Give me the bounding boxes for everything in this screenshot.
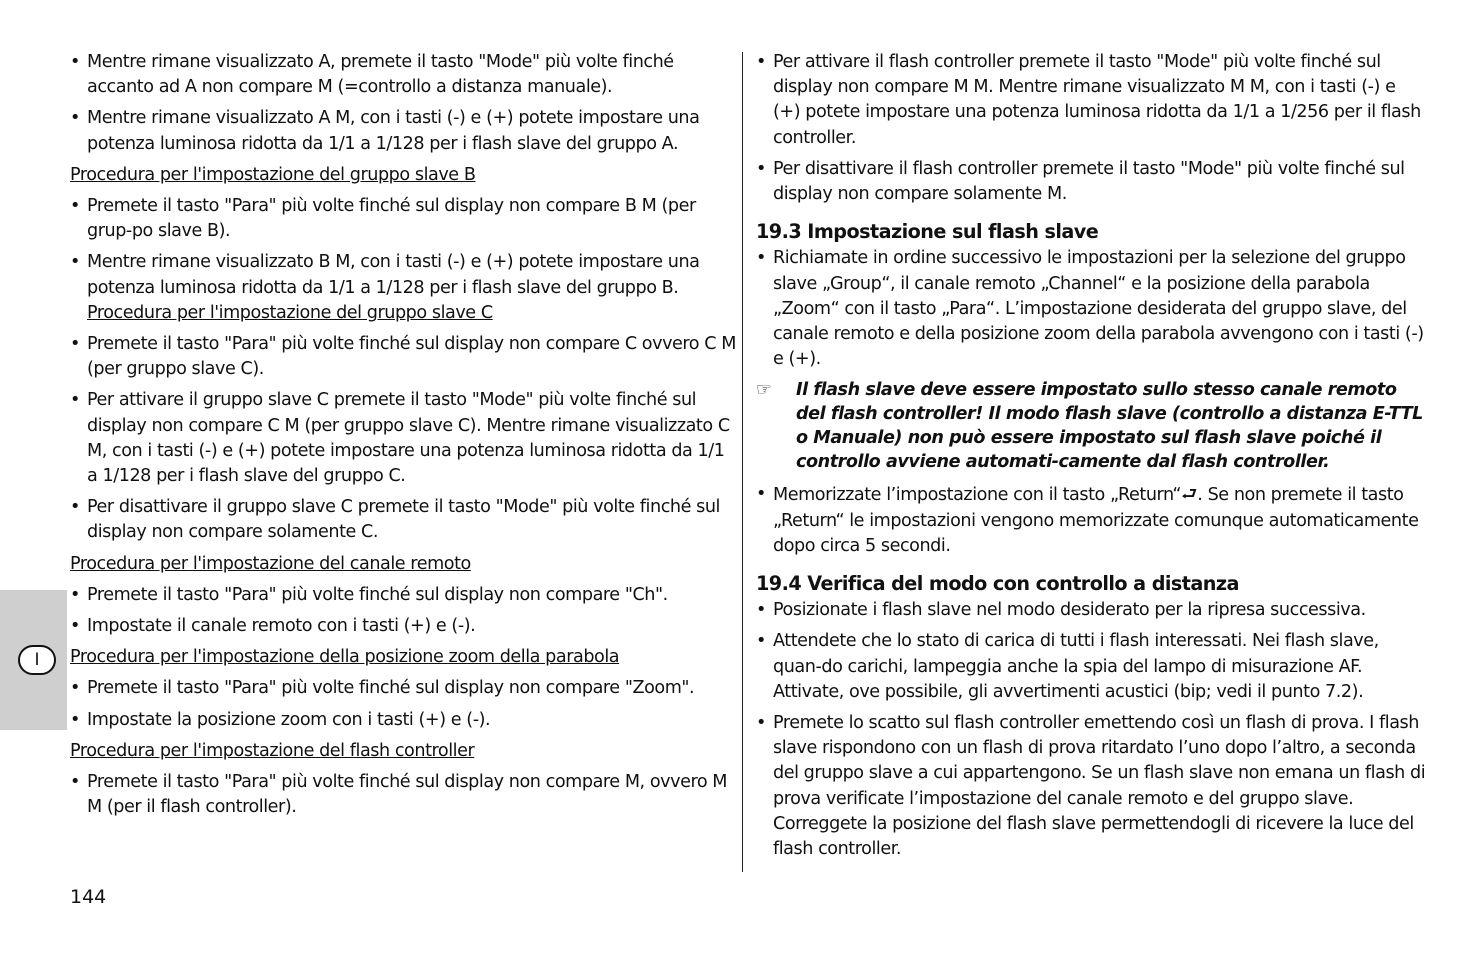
list-item: • Premete il tasto "Para" più volte finché sul display non compare B M (per grup-po slave B). [70, 196, 696, 242]
list-item: • Posizionate i flash slave nel modo desiderato per la ripresa successiva. [756, 598, 1426, 623]
bullet: • [70, 772, 80, 793]
list-item: • Premete il tasto "Para" più volte finché sul display non compare C ovvero C M (per gruppo slave C). [70, 334, 736, 380]
language-tab-letter: I [18, 645, 56, 675]
list-item: • Per attivare il flash controller premete il tasto "Mode" più volte finché sul display non compare M M. Mentre rimane visualizzato M M, con i tasti (-) e (+) potete impostare una potenza luminosa ridotta da 1/1 a 1/256 per il flash controller. [756, 52, 1421, 148]
bullet: • [70, 497, 80, 518]
bullet: • [70, 334, 80, 355]
note: ☞ Il flash slave deve essere impostato sullo stesso canale remoto del flash controller! Il modo flash slave (controllo a distanza E-TTL o Manuale) non può essere impostato sul flash slave poiché il controllo avviene automati-camente dal flash controller. [756, 380, 1423, 473]
list-item: • Impostate il canale remoto con i tasti (+) e (-). [70, 614, 738, 639]
list-item: • Richiamate in ordine successivo le impostazioni per la selezione del gruppo slave „Group“, il canale remoto „Channel“ e la posizione della parabola „Zoom“ con il tasto „Para“. L’impostazione desiderata del gruppo slave, del canale remoto e della posizione zoom della parabola avvengono con i tasti (-) e (+). [756, 248, 1424, 370]
page-number: 144 [70, 886, 107, 908]
list-item: • Mentre rimane visualizzato B M, con i tasti (-) e (+) potete impostare una potenza luminosa ridotta da 1/1 a 1/128 per i flash slave del gruppo B. Procedura per l'impostazione del gruppo slave C [70, 250, 738, 326]
bullet: • [70, 709, 80, 730]
list-item: • Premete il tasto "Para" più volte finché sul display non compare "Zoom". [70, 676, 738, 701]
bullet: • [756, 52, 766, 72]
bullet: • [70, 108, 80, 129]
bullet: • [756, 158, 766, 179]
subheading-zoom-position: Procedura per l'impostazione della posizione zoom della parabola [70, 647, 620, 668]
bullet: • [756, 484, 766, 505]
list-item: • Per disattivare il flash controller premete il tasto "Mode" più volte finché sul display non compare solamente M. [756, 158, 1405, 205]
section-heading-19-4: 19.4 Verifica del modo con controllo a distanza [756, 572, 1239, 596]
list-item: • Memorizzate l’impostazione con il tasto „Return“⮐. Se non premete il tasto „Return“ le impostazioni vengono memorizzate comunque automaticamente dopo circa 5 secondi. [756, 484, 1419, 556]
list-item: • Per disattivare il gruppo slave C premete il tasto "Mode" più volte finché sul display non compare solamente C. [70, 497, 720, 543]
column-divider [742, 52, 743, 872]
left-column [70, 50, 738, 826]
bullet: • [756, 600, 766, 621]
list-item: • Premete il tasto "Para" più volte finché sul display non compare "Ch". [70, 583, 738, 608]
bullet: • [70, 616, 80, 637]
bullet: • [756, 631, 766, 652]
bullet: • [70, 678, 80, 699]
bullet: • [756, 248, 766, 269]
subheading-remote-channel: Procedura per l'impostazione del canale remoto [70, 553, 471, 574]
bullet: • [756, 713, 766, 734]
subheading-flash-controller: Procedura per l'impostazione del flash controller [70, 740, 475, 761]
list-item: • Premete il tasto "Para" più volte finché sul display non compare M, ovvero M M (per il flash controller). [70, 772, 728, 818]
list-item: • Mentre rimane visualizzato A, premete il tasto "Mode" più volte finché accanto ad A non compare M (=controllo a distanza manuale). [70, 52, 674, 98]
list-item: • Impostate la posizione zoom con i tasti (+) e (-). [70, 708, 738, 733]
subheading-slave-b: Procedura per l'impostazione del gruppo slave B [70, 164, 476, 185]
list-item: • Premete lo scatto sul flash controller emettendo così un flash di prova. I flash slave rispondono con un flash di prova ritardato l’uno dopo l’altro, a seconda del gruppo slave a cui appartengono. Se un flash slave non emana un flash di prova verificate l’impostazione del canale remoto e del gruppo slave. Correggete la posizione del flash slave permettendogli di ricevere la luce del flash controller. [756, 713, 1426, 860]
subheading-slave-c: Procedura per l'impostazione del gruppo slave C [87, 302, 493, 323]
list-item: • Per attivare il gruppo slave C premete il tasto "Mode" più volte finché sul display non compare C M (per gruppo slave C). Mentre rimane visualizzato C M, con i tasti (-) e (+) potete impostare una potenza luminosa ridotta da 1/1 a 1/128 per i flash slave del gruppo C. [70, 390, 730, 487]
return-icon: ⮐ [1181, 484, 1198, 506]
right-column [756, 50, 1426, 868]
bullet: • [70, 196, 80, 217]
list-item: • Attendete che lo stato di carica di tutti i flash interessati. Nei flash slave, quan-do carichi, lampeggia anche la spia del lampo di misurazione AF. Attivate, ove possibile, gli avvertimenti acustici (bip; vedi il punto 7.2). [756, 631, 1379, 702]
list-item: • Mentre rimane visualizzato A M, con i tasti (-) e (+) potete impostare una potenza luminosa ridotta da 1/1 a 1/128 per i flash slave del gruppo A. [70, 108, 700, 154]
bullet: • [70, 52, 80, 72]
section-heading-19-3: 19.3 Impostazione sul flash slave [756, 220, 1099, 244]
bullet: • [70, 252, 80, 273]
bullet: • [70, 390, 80, 411]
bullet: • [70, 584, 80, 605]
pointing-hand-icon: ☞ [756, 380, 772, 401]
